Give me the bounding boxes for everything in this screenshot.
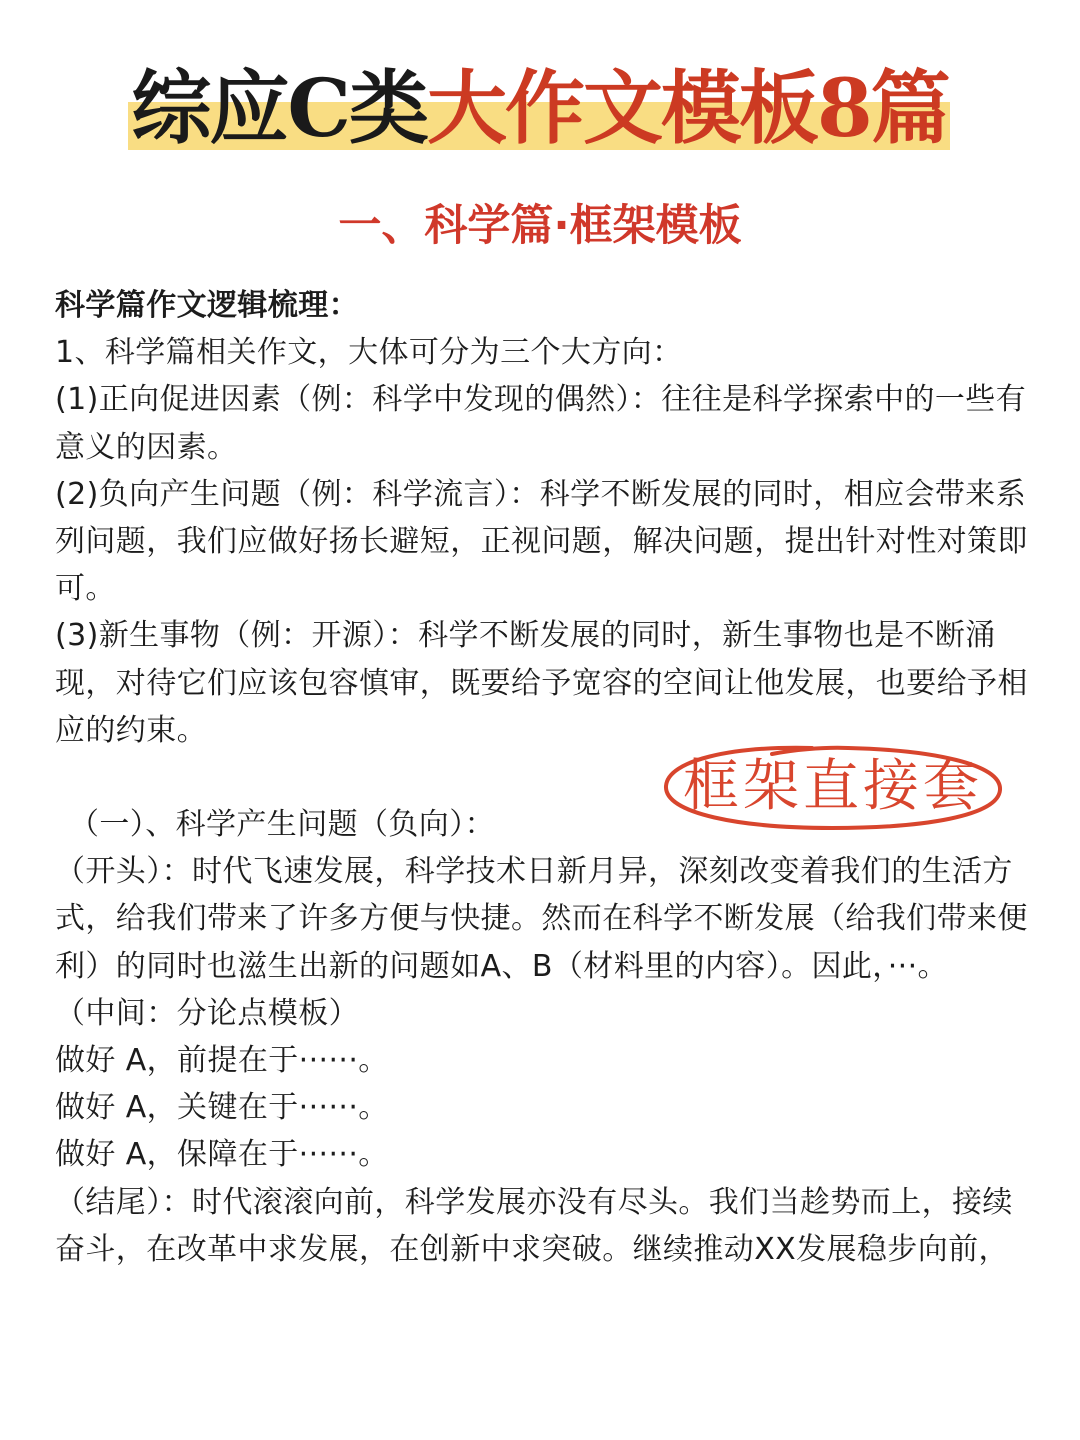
- page-title: [0, 62, 1080, 154]
- handwritten-stamp: [662, 742, 1004, 834]
- title-part2: 大作文模板8篇: [427, 61, 949, 155]
- logic-point-1: (1)正向促进因素（例：科学中发现的偶然）：往往是科学探索中的一些有意义的因素。: [55, 382, 1027, 465]
- title-block: [0, 62, 1080, 162]
- title-part1: 综应C类: [131, 61, 427, 155]
- section-title: 一、科学篇·框架模板: [338, 201, 742, 251]
- stamp-text: 框架直接套: [683, 754, 983, 819]
- logic-intro: 1、科学篇相关作文，大体可分为三个大方向：: [55, 335, 683, 371]
- template-middle-label: （中间：分论点模板）: [55, 995, 359, 1031]
- logic-point-2: (2)负向产生问题（例：科学流言）：科学不断发展的同时，相应会带来系列问题，我们应做好扬长避短，正视问题，解决问题，提出针对性对策即可。: [55, 476, 1028, 607]
- template-heading: （一）、科学产生问题（负向）：: [69, 807, 495, 843]
- template-opening: （开头）：时代飞速发展，科学技术日新月异，深刻改变着我们的生活方式，给我们带来了许多方便与快捷。然而在科学不断发展（给我们带来便利）的同时也滋生出新的问题如A、B（材料里的内容）。因此，···。: [55, 854, 1028, 984]
- template-point-2: 做好 A，关键在于······。: [55, 1090, 389, 1126]
- template-point-1: 做好 A，前提在于······。: [55, 1043, 389, 1079]
- logic-heading: 科学篇作文逻辑梳理：: [55, 288, 359, 323]
- logic-point-3: (3)新生事物（例：开源）：科学不断发展的同时，新生事物也是不断涌现，对待它们应该包容慎审，既要给予宽容的空间让他发展，也要给予相应的约束。: [55, 618, 1028, 748]
- template-point-3: 做好 A，保障在于······。: [55, 1137, 389, 1173]
- template-ending: （结尾）：时代滚滚向前，科学发展亦没有尽头。我们当趁势而上，接续奋斗，在改革中求发展，在创新中求突破。继续推动XX发展稳步向前，: [55, 1184, 1013, 1267]
